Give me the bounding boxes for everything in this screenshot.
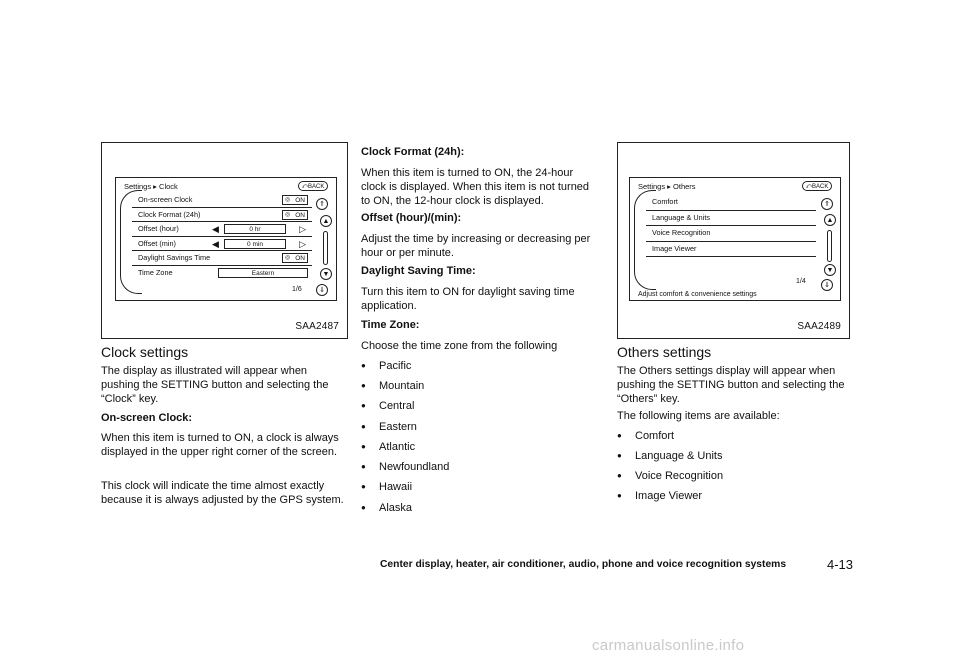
row-voice-recognition[interactable]: Voice Recognition bbox=[646, 226, 816, 242]
return-arrow-icon: ⤺ bbox=[805, 184, 813, 190]
clock-rows bbox=[132, 193, 312, 281]
row-clock-format[interactable]: Clock Format (24h) ◎ ON bbox=[132, 208, 312, 223]
onscreen-clock-text-1: When this item is turned to ON, a clock is always displayed in the upper right corner of the screen. bbox=[101, 432, 339, 458]
scrollbar-track[interactable] bbox=[827, 230, 832, 262]
offset-text: Adjust the time by increasing or decreasing per hour or per minute. bbox=[361, 233, 591, 259]
offset-heading: Offset (hour)/(min): bbox=[361, 212, 462, 224]
row-language-units[interactable]: Language & Units bbox=[646, 211, 816, 227]
bullet-dot: ● bbox=[361, 482, 366, 491]
left-arrow-icon[interactable]: ◀ bbox=[212, 224, 219, 235]
figure-caption: SAA2487 bbox=[295, 321, 339, 332]
clock-screen bbox=[115, 177, 337, 301]
row-offset-min[interactable]: Offset (min) ◀ 0 min ▷ bbox=[132, 237, 312, 252]
scroll-down-icon[interactable]: ▼ bbox=[320, 268, 332, 280]
toggle-indicator-icon: ◎ bbox=[285, 197, 291, 203]
onscreen-clock-text-2: This clock will indicate the time almost exactly because it is always adjusted by the GPS system. bbox=[101, 480, 344, 506]
left-arrow-icon[interactable]: ◀ bbox=[212, 238, 219, 249]
clock-settings-figure bbox=[101, 142, 348, 339]
bullet-dot: ● bbox=[617, 451, 622, 460]
scrollbar-track[interactable] bbox=[323, 231, 328, 265]
page-number: 4-13 bbox=[827, 557, 854, 572]
scroll-bottom-icon[interactable]: ⇓ bbox=[316, 284, 328, 296]
bullet-dot: ● bbox=[361, 422, 366, 431]
time-zone-heading: Time Zone: bbox=[361, 319, 420, 331]
bullet-dot: ● bbox=[617, 491, 622, 500]
bullet-dot: ● bbox=[361, 503, 366, 512]
offset-min-stepper[interactable]: ◀ 0 min ▷ bbox=[212, 238, 306, 249]
bullet-dot: ● bbox=[361, 462, 366, 471]
bullet-dot: ● bbox=[361, 381, 366, 390]
daylight-savings-toggle[interactable]: ◎ ON bbox=[282, 253, 308, 263]
others-available: The following items are available: bbox=[617, 410, 780, 422]
others-intro: The Others settings display will appear when pushing the SETTING button and selecting the “Others” key. bbox=[617, 365, 845, 405]
clock-intro: The display as illustrated will appear when pushing the SETTING button and selecting the “Clock” key. bbox=[101, 365, 329, 405]
dst-text: Turn this item to ON for daylight saving time application. bbox=[361, 286, 575, 312]
row-offset-hour[interactable]: Offset (hour) ◀ 0 hr ▷ bbox=[132, 222, 312, 237]
bullet-dot: ● bbox=[617, 471, 622, 480]
scroll-top-icon[interactable]: ⇑ bbox=[821, 198, 833, 210]
onscreen-clock-toggle[interactable]: ◎ ON bbox=[282, 195, 308, 205]
section-footer: Center display, heater, air conditioner, audio, phone and voice recognition systems bbox=[380, 559, 787, 570]
help-hint: Adjust comfort & convenience settings bbox=[638, 291, 757, 298]
bullet-dot: ● bbox=[361, 361, 366, 370]
others-settings-figure bbox=[617, 142, 850, 339]
page-indicator: 1/4 bbox=[796, 278, 806, 285]
back-button[interactable]: ⤺BACK bbox=[802, 181, 832, 191]
others-settings-title: Others settings bbox=[617, 344, 712, 360]
return-arrow-icon: ⤺ bbox=[301, 184, 309, 190]
time-zone-select[interactable]: Eastern bbox=[218, 268, 308, 278]
row-daylight-savings[interactable]: Daylight Savings Time ◎ ON bbox=[132, 251, 312, 266]
clock-format-toggle[interactable]: ◎ ON bbox=[282, 210, 308, 220]
onscreen-clock-heading: On-screen Clock: bbox=[101, 412, 193, 424]
scroll-bottom-icon[interactable]: ⇓ bbox=[821, 279, 833, 291]
row-time-zone[interactable]: Time Zone Eastern bbox=[132, 266, 312, 281]
offset-hour-stepper[interactable]: ◀ 0 hr ▷ bbox=[212, 224, 306, 235]
bullet-dot: ● bbox=[617, 431, 622, 440]
others-screen bbox=[629, 177, 841, 301]
toggle-indicator-icon: ◎ bbox=[285, 211, 291, 218]
scroll-up-icon[interactable]: ▲ bbox=[824, 214, 836, 226]
clock-format-text: When this item is turned to ON, the 24-hour clock is displayed. When this item is not turned to ON, the 12-hour clock is displayed. bbox=[361, 167, 590, 207]
breadcrumb: Settings ▸ Clock bbox=[124, 182, 178, 191]
row-onscreen-clock[interactable]: On-screen Clock ◎ ON bbox=[132, 193, 312, 208]
scroll-top-icon[interactable]: ⇑ bbox=[316, 198, 328, 210]
right-arrow-icon[interactable]: ▷ bbox=[299, 238, 306, 249]
breadcrumb: Settings ▸ Others bbox=[638, 182, 696, 191]
others-rows bbox=[646, 195, 816, 257]
scroll-up-icon[interactable]: ▲ bbox=[320, 215, 332, 227]
bullet-dot: ● bbox=[361, 401, 366, 410]
bullet-dot: ● bbox=[361, 442, 366, 451]
page-indicator: 1/6 bbox=[292, 286, 302, 293]
row-image-viewer[interactable]: Image Viewer bbox=[646, 242, 816, 258]
right-arrow-icon[interactable]: ▷ bbox=[299, 224, 306, 235]
dst-heading: Daylight Saving Time: bbox=[361, 265, 476, 277]
figure-caption: SAA2489 bbox=[797, 321, 841, 332]
scroll-down-icon[interactable]: ▼ bbox=[824, 264, 836, 276]
clock-settings-title: Clock settings bbox=[101, 344, 189, 360]
row-comfort[interactable]: Comfort bbox=[646, 195, 816, 211]
back-button[interactable]: ⤺BACK bbox=[298, 181, 328, 191]
toggle-indicator-icon: ◎ bbox=[285, 255, 291, 262]
clock-format-heading: Clock Format (24h): bbox=[361, 146, 465, 158]
watermark: carmanualsonline.info bbox=[592, 637, 745, 654]
time-zone-text: Choose the time zone from the following bbox=[361, 340, 558, 352]
